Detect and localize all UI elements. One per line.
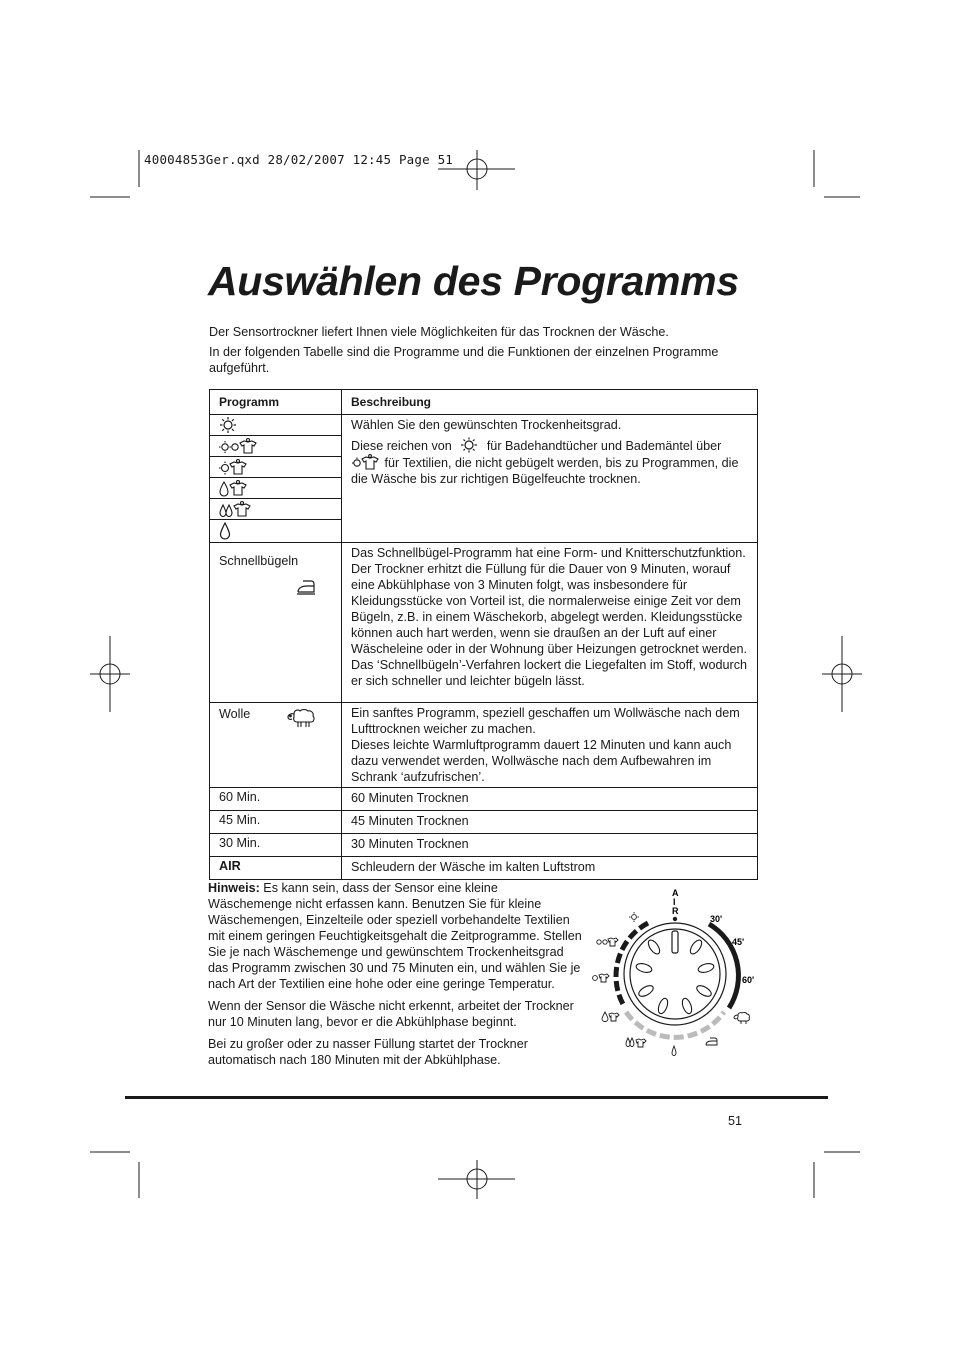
header-description: Beschreibung bbox=[342, 390, 758, 415]
air-letter-a: A bbox=[672, 888, 679, 898]
dryness-icon-row bbox=[210, 436, 341, 457]
sun-icon bbox=[455, 437, 483, 453]
description-cell: 30 Minuten Trocknen bbox=[342, 834, 758, 857]
header-program: Programm bbox=[210, 390, 342, 415]
wolle-description-1: Ein sanftes Programm, speziell geschaffen um Wollwäsche nach dem Lufttrocknen weicher zu machen. bbox=[351, 706, 740, 736]
drop-shirt-icon bbox=[602, 1012, 619, 1022]
sun-shirt-icon bbox=[218, 437, 258, 455]
dial-outer-ring bbox=[624, 923, 726, 1025]
program-label-60: 60 Min. bbox=[210, 788, 342, 811]
table-row bbox=[210, 834, 758, 857]
double-drop-shirt-icon bbox=[218, 500, 254, 518]
program-label-air: AIR bbox=[210, 857, 342, 880]
dryness-arc bbox=[616, 923, 648, 1006]
program-label-wolle: Wolle bbox=[219, 707, 251, 721]
program-dial bbox=[586, 884, 766, 1064]
sun-shirt-small-icon bbox=[218, 458, 250, 476]
drop-icon bbox=[218, 522, 234, 540]
dial-petals bbox=[635, 938, 715, 1015]
intro-line-2: In der folgenden Tabelle sind die Programme und die Funktionen der einzelnen Programme aufgeführt. bbox=[209, 345, 719, 375]
description-cell: Schleudern der Wäsche im kalten Luftstrom bbox=[342, 857, 758, 880]
sun-shirt-small-icon bbox=[593, 974, 609, 982]
dryness-icon-row bbox=[210, 457, 341, 478]
air-letter-r: R bbox=[672, 906, 679, 916]
hinweis-text: Es kann sein, dass der Sensor eine kleine Wäschemenge nicht erfassen kann. Benutzen Sie für kleine Wäschemengen, Einzelteile oder speziell vorbehandelte Textilien mit einem geringen Feuchtigkeitsgehalt die Zeitprogramme. Stellen Sie je nach Wäschemenge und gewünschtem Trockenheitsgrad das Programm zwischen 30 und 75 Minuten ein, und wählen Sie je nach Art der Textilien eine hohe oder eine geringe Temperatur. bbox=[208, 881, 582, 991]
table-row bbox=[210, 857, 758, 880]
air-dot bbox=[673, 917, 677, 921]
description-cell bbox=[342, 703, 758, 788]
note-hinweis bbox=[208, 880, 583, 992]
dryness-line-3: für Textilien, die nicht gebügelt werden, bis zu Programmen, die die Wäsche bis zur richtigen Bügelfeuchte trocknen. bbox=[351, 456, 739, 486]
dryness-icon-row bbox=[210, 499, 341, 520]
dryness-line-2b: für Badehandtücher und Bademäntel über bbox=[486, 439, 722, 453]
dryness-icons-cell bbox=[210, 415, 342, 543]
description-cell: 45 Minuten Trocknen bbox=[342, 811, 758, 834]
dryness-description bbox=[342, 415, 758, 543]
table-row bbox=[210, 543, 758, 703]
dial-pointer bbox=[672, 931, 678, 953]
note-sensor: Wenn der Sensor die Wäsche nicht erkennt, arbeitet der Trockner nur 10 Minuten lang, bevor er die Abkühlphase beginnt. bbox=[208, 999, 574, 1029]
iron-icon bbox=[706, 1038, 717, 1045]
page-title: Auswählen des Programms bbox=[208, 258, 739, 304]
double-drop-shirt-icon bbox=[626, 1038, 646, 1047]
program-cell bbox=[210, 543, 342, 703]
dial-label-30: 30' bbox=[710, 914, 723, 924]
file-header-code: 40004853Ger.qxd 28/02/2007 12:45 Page 51 bbox=[144, 152, 454, 167]
sheep-icon bbox=[286, 707, 316, 729]
table-row-dryness bbox=[210, 415, 758, 543]
dial-label-60: 60' bbox=[742, 975, 755, 985]
sun-icon bbox=[218, 416, 240, 434]
program-table bbox=[209, 389, 758, 880]
iron-icon bbox=[295, 579, 317, 595]
intro-line-1: Der Sensortrockner liefert Ihnen viele Möglichkeiten für das Trocknen der Wäsche. bbox=[209, 325, 669, 339]
program-label-30: 30 Min. bbox=[210, 834, 342, 857]
sheep-icon bbox=[734, 1012, 749, 1024]
dryness-line-1: Wählen Sie den gewünschten Trockenheitsgrad. bbox=[351, 418, 622, 432]
program-label-schnellbuegeln: Schnellbügeln bbox=[219, 554, 299, 568]
wolle-description-2: Dieses leichte Warmluftprogramm dauert 12 Minuten und kann auch dazu verwendet werden, Wollwäsche nach dem Aufbewahren im Schrank ‘aufzufrischen’. bbox=[351, 738, 732, 784]
hinweis-label: Hinweis: bbox=[208, 881, 260, 895]
table-header-row bbox=[210, 390, 758, 415]
program-label-45: 45 Min. bbox=[210, 811, 342, 834]
table-row bbox=[210, 788, 758, 811]
notes-section bbox=[208, 880, 583, 1074]
dial-inner-ring bbox=[630, 929, 720, 1019]
drop-icon bbox=[672, 1046, 676, 1056]
dryness-line-2a: Diese reichen von bbox=[351, 439, 452, 453]
footer-rule bbox=[125, 1096, 828, 1099]
dryness-icon-row bbox=[210, 415, 341, 436]
description-cell: Das Schnellbügel-Programm hat eine Form- und Knitterschutzfunktion. Der Trockner erhitzt die Füllung für die Dauer von 9 Minuten, worauf eine Abkühlphase von 3 Minuten folgt, was insbesondere für Kleidungsstücke von Vorteil ist, die normalerweise einige Zeit vor dem Bügeln, z.B. in einem Wäschekorb, abgelegt werden. Kleidungsstücke können auch hart werden, wenn sie draußen an der Luft auf einer Wäscheleine oder in der Wohnung über Heizungen getrocknet werden. Das ‘Schnellbügeln’-Verfahren lockert die Liegefalten im Stoff, wodurch er sich schneller und leichter bügeln lässt. bbox=[342, 543, 758, 703]
sun-icon bbox=[629, 912, 639, 922]
air-letter-i: I bbox=[673, 897, 676, 907]
description-cell: 60 Minuten Trocknen bbox=[342, 788, 758, 811]
dryness-icon-row bbox=[210, 520, 341, 541]
table-row bbox=[210, 811, 758, 834]
drop-shirt-icon bbox=[218, 479, 250, 497]
sun-shirt-small-icon bbox=[351, 454, 381, 470]
dial-label-45: 45' bbox=[732, 937, 745, 947]
program-cell bbox=[210, 703, 342, 788]
page-number: 51 bbox=[728, 1114, 743, 1128]
sun-shirt-icon bbox=[597, 938, 618, 946]
dryness-icon-row bbox=[210, 478, 341, 499]
note-overload: Bei zu großer oder zu nasser Füllung startet der Trockner automatisch nach 180 Minuten mit der Abkühlphase. bbox=[208, 1037, 528, 1067]
table-row bbox=[210, 703, 758, 788]
